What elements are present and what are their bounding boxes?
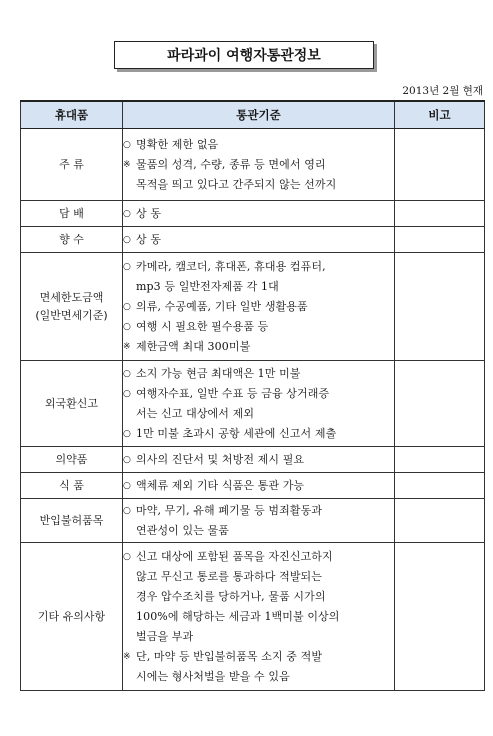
standard-text: 명확한 제한 없음 <box>136 137 219 151</box>
header-note: 비고 <box>395 101 485 129</box>
header-item: 휴대품 <box>21 101 123 129</box>
customs-table <box>20 100 485 691</box>
document-title <box>114 41 374 69</box>
standard-content <box>123 129 395 201</box>
table-row <box>21 499 485 543</box>
table-row <box>21 543 485 691</box>
item-category <box>21 253 123 361</box>
standard-text: 벌금을 부과 <box>136 629 194 643</box>
standard-content <box>123 253 395 361</box>
standard-line <box>123 501 394 521</box>
standard-line <box>123 521 394 541</box>
category-label: 주 류 <box>59 157 84 171</box>
standard-content <box>123 361 395 447</box>
standard-text: 물품의 성격, 수량, 종류 등 면에서 영리 <box>136 157 326 171</box>
standard-text: 마약, 무기, 유해 폐기물 등 범죄활동과 <box>136 503 323 517</box>
note-cell <box>395 227 485 253</box>
note-cell <box>395 473 485 499</box>
category-label: 식 품 <box>59 478 84 492</box>
standard-text: 소지 가능 현금 최대액은 1만 미불 <box>136 366 301 380</box>
note-cell <box>395 129 485 201</box>
standard-line <box>123 647 394 667</box>
item-category <box>21 499 123 543</box>
bullet-circle-icon: ○ <box>123 321 131 332</box>
header-standard: 통관기준 <box>123 101 395 129</box>
standard-text: 경우 압수조치를 당하거나, 물품 시가의 <box>136 589 326 603</box>
standard-content <box>123 201 395 227</box>
standard-text: 시에는 형사처벌을 받을 수 있음 <box>136 669 290 683</box>
standard-text: 여행자수표, 일반 수표 등 금융 상거래증 <box>136 386 330 400</box>
standard-line <box>123 450 394 470</box>
standard-content <box>123 447 395 473</box>
standard-line <box>123 384 394 404</box>
standard-line <box>123 587 394 607</box>
standard-text: 신고 대상에 포함된 품목을 자진신고하지 <box>136 549 333 563</box>
standard-line <box>123 424 394 444</box>
standard-text: 제한금액 최대 300미불 <box>136 339 251 353</box>
bullet-circle-icon: ○ <box>123 505 131 516</box>
standard-text: 액체류 제외 기타 식품은 통관 가능 <box>136 478 305 492</box>
category-label: 담 배 <box>59 206 84 220</box>
table-row <box>21 201 485 227</box>
standard-line <box>123 230 394 250</box>
standard-line <box>123 404 394 424</box>
note-cell <box>395 543 485 691</box>
bullet-circle-icon: ○ <box>123 388 131 399</box>
category-label: 의약품 <box>55 452 88 466</box>
bullet-circle-icon: ○ <box>123 261 131 272</box>
note-cell <box>395 253 485 361</box>
item-category <box>21 227 123 253</box>
standard-text: 100%에 해당하는 세금과 1백미불 이상의 <box>136 609 340 623</box>
table-row <box>21 447 485 473</box>
standard-text: mp3 등 일반전자제품 각 1대 <box>136 279 279 293</box>
table-row <box>21 361 485 447</box>
standard-text: 상 동 <box>136 206 162 220</box>
bullet-circle-icon: ○ <box>123 139 131 150</box>
category-label: 면세한도금액 <box>39 290 104 304</box>
header-row <box>21 101 485 129</box>
bullet-circle-icon: ○ <box>123 480 131 491</box>
standard-line <box>123 155 394 175</box>
standard-text: 상 동 <box>136 232 162 246</box>
bullet-circle-icon: ○ <box>123 454 131 465</box>
standard-line <box>123 277 394 297</box>
note-cell <box>395 361 485 447</box>
standard-line <box>123 567 394 587</box>
standard-text: 연관성이 있는 물품 <box>136 523 230 537</box>
standard-line <box>123 204 394 224</box>
standard-content <box>123 499 395 543</box>
standard-text: 목적을 띄고 있다고 간주되지 않는 선까지 <box>136 177 337 191</box>
table-row <box>21 227 485 253</box>
item-category <box>21 447 123 473</box>
standard-line <box>123 297 394 317</box>
standard-line <box>123 317 394 337</box>
standard-line <box>123 257 394 277</box>
bullet-circle-icon: ○ <box>123 368 131 379</box>
item-category <box>21 473 123 499</box>
standard-line <box>123 627 394 647</box>
bullet-circle-icon: ○ <box>123 234 131 245</box>
standard-line <box>123 135 394 155</box>
category-label: 외국환신고 <box>44 396 99 410</box>
bullet-circle-icon: ○ <box>123 428 131 439</box>
standard-line <box>123 547 394 567</box>
standard-text: 단, 마약 등 반입불허품목 소지 중 적발 <box>136 649 323 663</box>
date-note: 2013년 2월 현재 <box>402 85 483 97</box>
category-label: 반입불허품목 <box>39 513 104 527</box>
reference-mark-icon: ※ <box>123 159 131 170</box>
table-row <box>21 473 485 499</box>
item-category <box>21 129 123 201</box>
category-label: (일반면세기준) <box>35 308 108 322</box>
standard-text: 의사의 진단서 및 처방전 제시 필요 <box>136 452 305 466</box>
title-text: 파라과이 여행자통관정보 <box>167 48 321 64</box>
bullet-circle-icon: ○ <box>123 208 131 219</box>
item-category <box>21 201 123 227</box>
table-row <box>21 129 485 201</box>
standard-line <box>123 607 394 627</box>
note-cell <box>395 499 485 543</box>
standard-line <box>123 337 394 357</box>
note-cell <box>395 201 485 227</box>
standard-text: 의류, 수공예품, 기타 일반 생활용품 <box>136 299 308 313</box>
standard-line <box>123 175 394 195</box>
standard-text: 1만 미불 초과시 공항 세관에 신고서 제출 <box>136 426 337 440</box>
standard-line <box>123 667 394 687</box>
standard-content <box>123 473 395 499</box>
note-cell <box>395 447 485 473</box>
standard-content <box>123 543 395 691</box>
category-label: 기타 유의사항 <box>37 609 106 623</box>
bullet-circle-icon: ○ <box>123 301 131 312</box>
reference-mark-icon: ※ <box>123 651 131 662</box>
item-category <box>21 361 123 447</box>
standard-text: 않고 무신고 통로를 통과하다 적발되는 <box>136 569 323 583</box>
table-row <box>21 253 485 361</box>
standard-line <box>123 364 394 384</box>
item-category <box>21 543 123 691</box>
standard-text: 여행 시 필요한 필수용품 등 <box>136 319 269 333</box>
category-label: 향 수 <box>59 232 84 246</box>
bullet-circle-icon: ○ <box>123 551 131 562</box>
reference-mark-icon: ※ <box>123 341 131 352</box>
standard-text: 카메라, 캠코더, 휴대폰, 휴대용 컴퓨터, <box>136 259 326 273</box>
standard-text: 서는 신고 대상에서 제외 <box>136 406 255 420</box>
standard-line <box>123 476 394 496</box>
standard-content <box>123 227 395 253</box>
